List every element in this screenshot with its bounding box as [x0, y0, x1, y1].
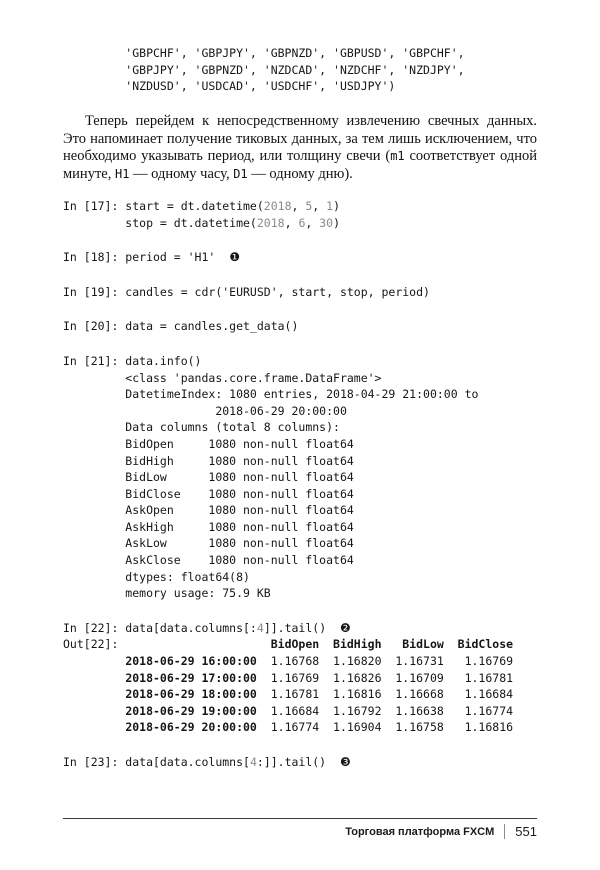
code-line: BidClose 1080 non-null float64 [63, 486, 354, 501]
code-line: 2018-06-29 20:00:00 [63, 403, 347, 418]
code-line: 2018-06-29 19:00:00 1.16684 1.16792 1.16638 1.16774 [125, 703, 514, 718]
code-line: BidOpen 1080 non-null float64 [63, 436, 354, 451]
code-line: stop = dt.datetime(2018, 6, 30) [63, 215, 341, 230]
code-line: Out[22]: BidOpen BidHigh BidLow BidClose [63, 637, 514, 652]
code-continuation-currency-pairs [63, 45, 537, 95]
code-line: <class 'pandas.core.frame.DataFrame'> [63, 370, 382, 385]
code-block-in23 [63, 754, 537, 771]
code-block-in19 [63, 284, 537, 301]
code-line: 2018-06-29 17:00:00 1.16769 1.16826 1.16709 1.16781 [125, 670, 514, 685]
code-line: 2018-06-29 20:00:00 1.16774 1.16904 1.16758 1.16816 [125, 720, 514, 735]
code-line: DatetimeIndex: 1080 entries, 2018-04-29 21:00:00 to [63, 387, 479, 402]
code-line: In [20]: data = candles.get_data() [63, 319, 299, 334]
body-paragraph: Теперь перейдем к непосредственному извлечению свечных данных. Это напоминает получение тиковых данных, за тем лишь исключением, что необходимо указывать период, или толщину свечи (m1 соответствует одной минуте, H1 — одному часу, D1 — одному дню). [63, 112, 537, 183]
code-line: Data columns (total 8 columns): [63, 420, 340, 435]
code-block-in18 [63, 249, 537, 266]
code-line: In [19]: candles = cdr('EURUSD', start, stop, period) [63, 284, 430, 299]
code-line: AskClose 1080 non-null float64 [63, 553, 354, 568]
code-line: BidHigh 1080 non-null float64 [63, 453, 354, 468]
footer-divider [504, 824, 505, 839]
code-line: memory usage: 75.9 KB [63, 586, 271, 601]
code-block-in22-bid-table [63, 620, 537, 736]
code-block-in17 [63, 198, 537, 231]
code-line: 'GBPJPY', 'GBPNZD', 'NZDCAD', 'NZDCHF', 'NZDJPY', [63, 62, 465, 77]
code-line: In [21]: data.info() [63, 353, 202, 368]
code-line: 'NZDUSD', 'USDCAD', 'USDCHF', 'USDJPY') [63, 79, 396, 94]
code-block-in21-data-info [63, 353, 537, 602]
code-line: BidLow 1080 non-null float64 [63, 470, 354, 485]
code-line: In [23]: data[data.columns[4:]].tail() ❸ [63, 755, 351, 769]
code-line: AskOpen 1080 non-null float64 [63, 503, 354, 518]
page-footer [63, 818, 537, 839]
code-block-in20 [63, 318, 537, 335]
code-line: AskLow 1080 non-null float64 [63, 536, 354, 551]
code-line: In [22]: data[data.columns[:4]].tail() ❷ [63, 620, 351, 635]
footer-running-title: Торговая платформа FXCM [345, 825, 495, 838]
code-line: 2018-06-29 16:00:00 1.16768 1.16820 1.16731 1.16769 [125, 654, 514, 669]
code-line: AskHigh 1080 non-null float64 [63, 519, 354, 534]
code-line: dtypes: float64(8) [63, 569, 250, 584]
code-line: In [17]: start = dt.datetime(2018, 5, 1) [63, 198, 341, 213]
code-line: In [18]: period = 'H1' ❶ [63, 250, 240, 265]
code-line: 'GBPCHF', 'GBPJPY', 'GBPNZD', 'GBPUSD', 'GBPCHF', [63, 46, 465, 60]
page-number: 551 [515, 824, 537, 839]
code-line: 2018-06-29 18:00:00 1.16781 1.16816 1.16668 1.16684 [125, 687, 514, 702]
